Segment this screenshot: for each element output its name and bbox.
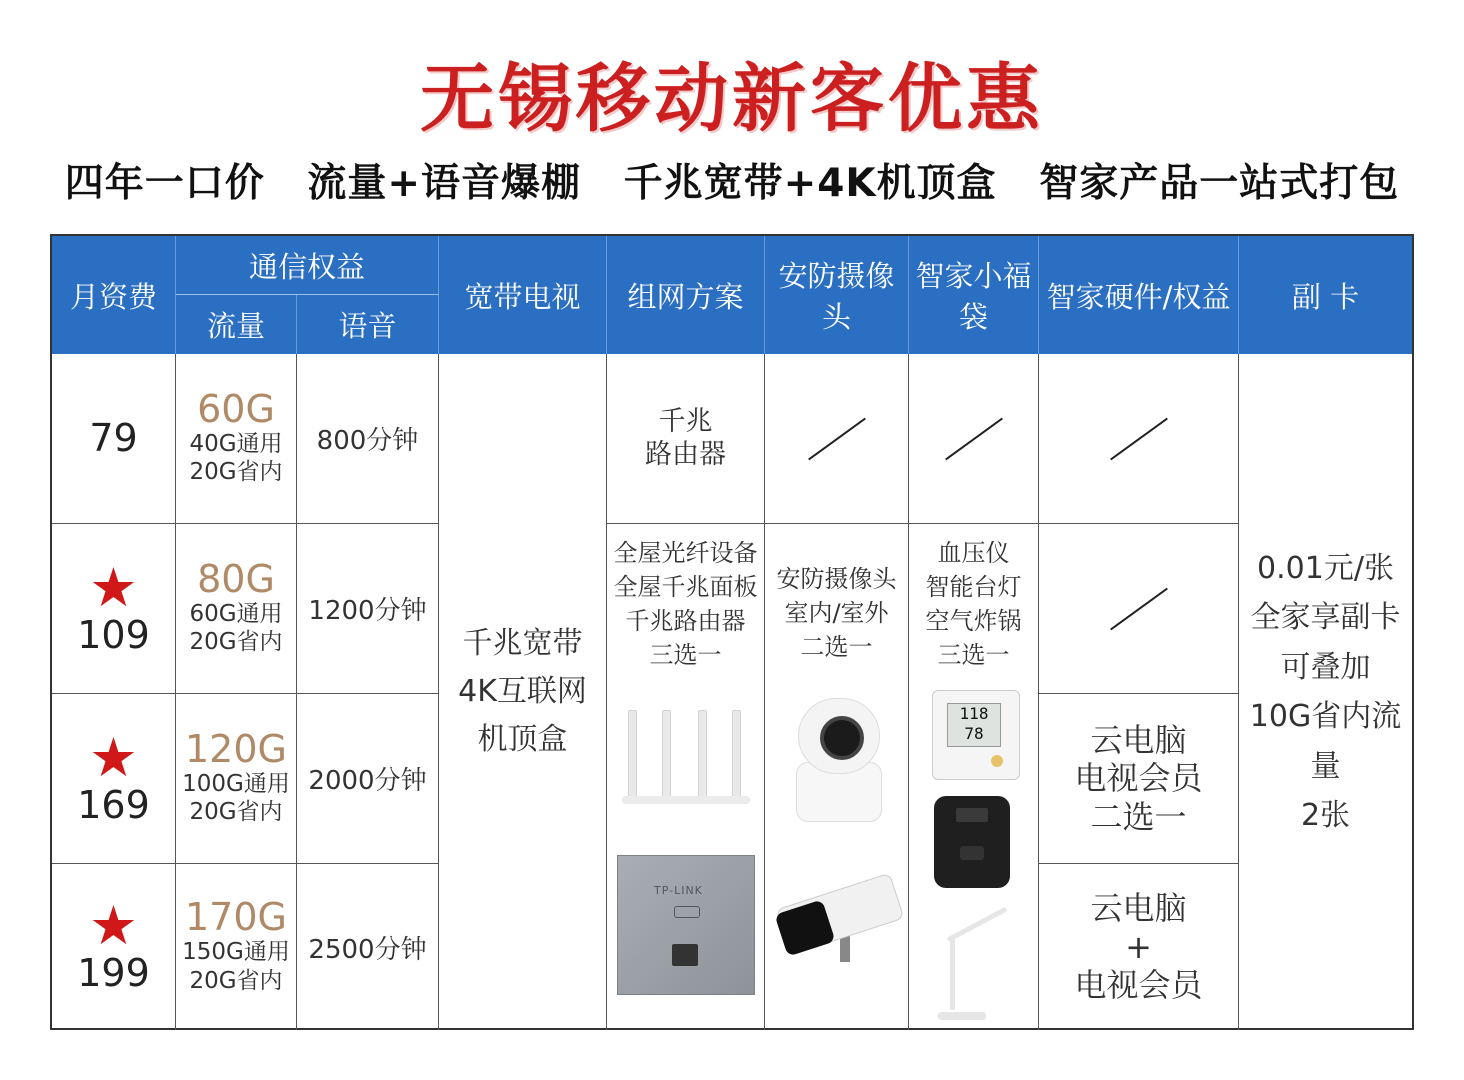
hardware-choice-cell <box>1039 694 1239 864</box>
slash-icon <box>1110 417 1168 460</box>
hardware-line: 云电脑 <box>1090 720 1187 759</box>
data-general: 150G通用 <box>182 939 290 966</box>
voice-cell <box>297 694 439 864</box>
camera-line: 安防摄像头 <box>776 565 897 593</box>
bag-none-cell <box>909 354 1039 524</box>
fee-cell <box>52 524 176 694</box>
subtitle-item: 四年一口价 <box>64 161 265 206</box>
hardware-none-cell <box>1039 354 1239 524</box>
network-line: 三选一 <box>649 641 722 670</box>
data-general: 60G通用 <box>189 600 283 627</box>
data-cell <box>176 524 297 694</box>
hardware-line: 电视会员 <box>1074 966 1203 1005</box>
panel-usb-port <box>674 906 700 918</box>
router-antenna <box>662 710 671 798</box>
data-total: 120G <box>185 726 287 771</box>
router-image <box>622 702 750 804</box>
data-cell <box>176 864 297 1030</box>
broadband-line: 4K互联网 <box>458 674 587 709</box>
camera-line: 室内/室外 <box>784 599 889 628</box>
fee-value: 79 <box>89 415 138 460</box>
data-general: 40G通用 <box>189 430 283 457</box>
voice-value: 800分钟 <box>316 426 419 456</box>
outdoor-camera-image <box>776 876 896 968</box>
broadband-line: 机顶盒 <box>477 722 568 757</box>
header-broadband: 宽带电视 <box>439 236 607 354</box>
fee-cell <box>52 864 176 1030</box>
bag-line: 空气炸锅 <box>925 607 1022 636</box>
hardware-none-cell <box>1039 524 1239 694</box>
header-network: 组网方案 <box>607 236 765 354</box>
voice-value: 1200分钟 <box>308 596 427 626</box>
lamp-pole <box>950 936 955 1010</box>
secondary-line: 10G省内流量 <box>1249 699 1402 784</box>
header-camera: 安防摄像头 <box>765 236 909 354</box>
subtitle <box>0 152 1464 208</box>
header-bag: 智家小福袋 <box>909 236 1039 354</box>
hardware-line: 电视会员 <box>1074 759 1203 798</box>
network-basic-cell <box>607 354 765 524</box>
panel-logo: TP-LINK <box>654 884 703 897</box>
fee-cell <box>52 354 176 524</box>
secondary-line: 2张 <box>1300 798 1351 833</box>
header-data: 流量 <box>176 295 297 354</box>
subtitle-item: 智家产品一站式打包 <box>1039 161 1400 206</box>
subtitle-item: 千兆宽带+4K机顶盒 <box>623 161 997 206</box>
bp-button <box>991 755 1003 767</box>
data-local: 20G省内 <box>189 629 283 656</box>
voice-cell <box>297 354 439 524</box>
hardware-line: + <box>1125 927 1152 966</box>
data-total: 170G <box>185 895 287 940</box>
fee-cell <box>52 694 176 864</box>
router-antenna <box>698 710 707 798</box>
data-local: 20G省内 <box>189 799 283 826</box>
bag-line: 智能台灯 <box>925 573 1022 602</box>
network-line: 千兆 <box>658 406 713 438</box>
voice-cell <box>297 864 439 1030</box>
air-fryer-image <box>934 796 1010 888</box>
secondary-line: 可叠加 <box>1280 649 1371 685</box>
data-general: 100G通用 <box>182 770 290 797</box>
network-line: 路由器 <box>645 438 726 470</box>
secondary-cell <box>1239 354 1412 1030</box>
star-icon: ★ <box>89 555 138 619</box>
indoor-camera-image <box>792 698 884 820</box>
page-title: 无锡移动新客优惠 <box>420 56 1044 142</box>
header-secondary: 副 卡 <box>1239 236 1412 354</box>
secondary-line: 全家享副卡 <box>1250 600 1401 635</box>
desk-lamp-image <box>938 912 1008 1020</box>
fryer-display <box>956 808 988 822</box>
subtitle-item: 流量+语音爆棚 <box>307 161 582 206</box>
fee-value: 109 <box>77 612 150 657</box>
data-total: 60G <box>197 386 275 431</box>
header-hardware: 智家硬件/权益 <box>1039 236 1239 354</box>
data-total: 80G <box>197 556 275 601</box>
hardware-line: 云电脑 <box>1090 889 1187 928</box>
network-line: 全屋千兆面板 <box>613 573 758 602</box>
blood-pressure-monitor-image <box>932 690 1020 780</box>
voice-cell <box>297 524 439 694</box>
lamp-arm <box>947 907 1008 942</box>
bag-line: 血压仪 <box>937 539 1010 567</box>
panel-lan-port <box>672 944 698 966</box>
header-voice: 语音 <box>297 295 439 354</box>
lamp-base <box>938 1012 986 1020</box>
fee-value: 199 <box>77 951 150 996</box>
bp-screen: 118 78 <box>947 703 1001 747</box>
camera-none-cell <box>765 354 909 524</box>
slash-icon <box>945 417 1003 460</box>
broadband-cell <box>439 354 607 1030</box>
secondary-line: 0.01元/张 <box>1257 550 1394 586</box>
star-icon: ★ <box>89 725 138 789</box>
hardware-line: 二选一 <box>1090 797 1187 836</box>
camera-line: 二选一 <box>800 633 873 662</box>
data-local: 20G省内 <box>189 967 283 994</box>
data-cell <box>176 354 297 524</box>
fryer-handle <box>960 846 984 860</box>
network-line: 千兆路由器 <box>625 607 746 636</box>
camera-lens <box>820 716 864 760</box>
data-cell <box>176 694 297 864</box>
bag-line: 三选一 <box>937 641 1010 670</box>
header-fee: 月资费 <box>52 236 176 354</box>
network-line: 全屋光纤设备 <box>613 539 758 567</box>
slash-icon <box>1110 587 1168 630</box>
router-base <box>622 796 750 804</box>
wall-panel-image <box>617 855 755 995</box>
header-comm: 通信权益 <box>176 236 439 295</box>
voice-value: 2500分钟 <box>308 934 427 965</box>
router-antenna <box>628 710 637 798</box>
data-local: 20G省内 <box>189 459 283 486</box>
router-antenna <box>732 710 741 798</box>
fee-value: 169 <box>77 782 150 827</box>
star-icon: ★ <box>89 894 138 958</box>
hardware-bundle-cell <box>1039 864 1239 1030</box>
voice-value: 2000分钟 <box>308 766 427 796</box>
broadband-line: 千兆宽带 <box>462 626 583 661</box>
slash-icon <box>808 417 866 460</box>
